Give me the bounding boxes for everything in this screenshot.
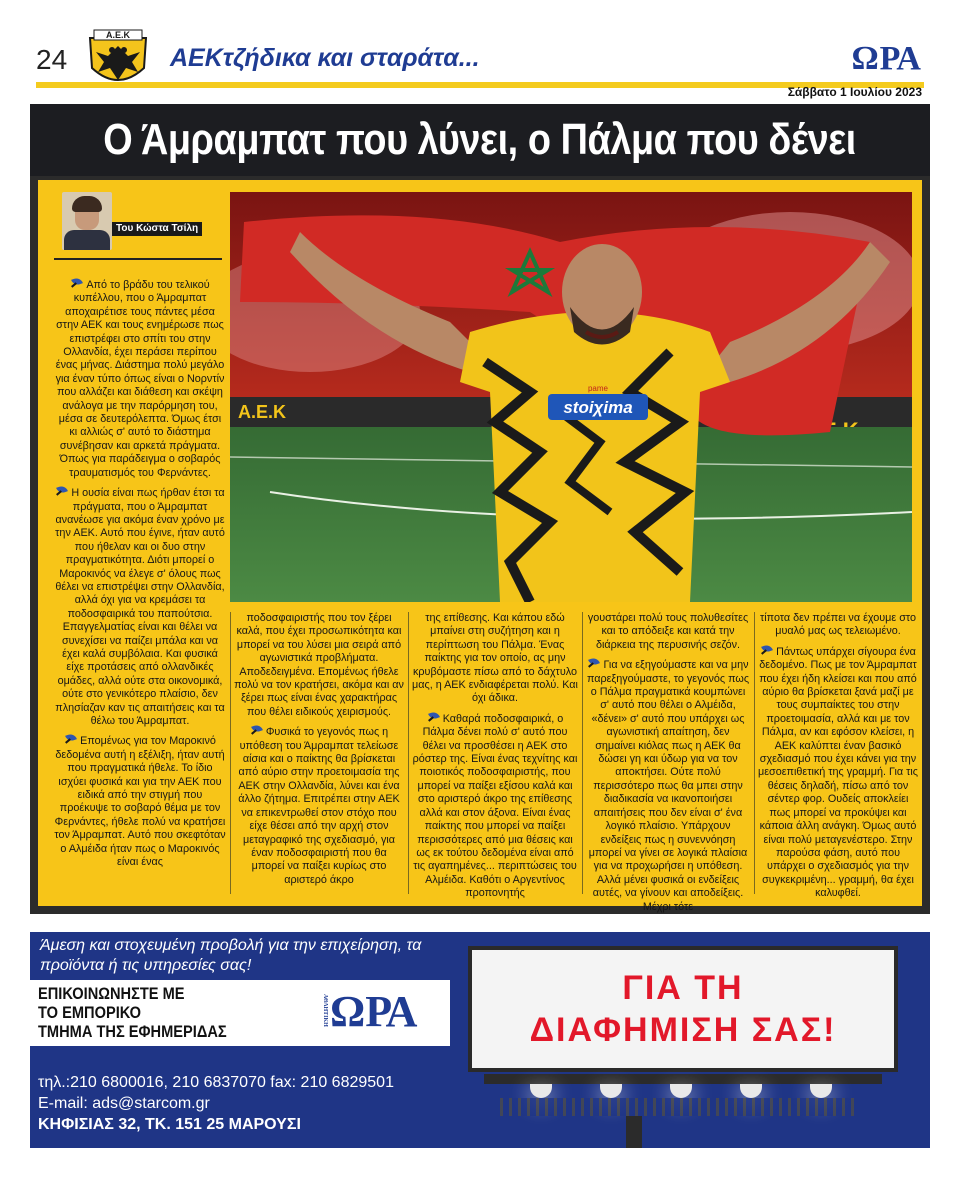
quill-icon [760,645,774,656]
ad-email: E-mail: ads@starcom.gr [38,1095,210,1112]
ad-contact-box [30,980,450,1046]
paragraph: Από το βράδυ του τελικού κυπέλλου, που ο Άμραμπατ αποχαιρέτισε τους πάντες μέσα στην ΑΕΚ και τους ενημέρωσε πως επιστρέφει στο σπίτι του στην Ολλανδία, έχει περάσει περίπου ένας μήνας. Διάστημα πολύ μεγάλο για έναν τύπο όπως είναι ο Νορντίν που αλλάζει και διάθεση και σκέψη ανάλογα με την παρόρμηση του, μέσα σε δευτερόλεπτα. Όμως έτσι κι αλλιώς σ' αυτό το διάστημα συνέβησαν και αρκετά πράγματα. Όπως για παράδειγμα ο σοβαρός τραυματισμός του Φερνάντες. [55,279,225,479]
paragraph: γουστάρει πολύ τους πολυθεσίτες και το απόδειξε και κατά την διάρκεια της περυσινής σεζόν. [587,612,749,651]
quill-icon [55,486,69,497]
ad-contact-text: ΕΠΙΚΟΙΝΩΝΗΣΤΕ ΜΕ ΤΟ ΕΜΠΟΡΙΚΟ ΤΜΗΜΑ ΤΗΣ ΕΦΗΜΕΡΙΔΑΣ [38,984,227,1041]
logo-lettering: Α.Ε.Κ [105,30,131,40]
quill-icon [587,658,601,669]
article-body [38,180,922,913]
author-byline [54,192,214,252]
quill-icon [250,725,264,736]
billboard-lamp [810,1084,832,1098]
headline-bar [30,104,930,176]
paragraph: ποδοσφαιριστής που τον ξέρει καλά, που έχει προσωπικότητα και μπορεί να του λύσει μια σειρά από αγωνιστικά προβλήματα. Αποδεδειγμένα. Επομένως ήθελε πολύ να τον κρατήσει, ακόμα και αν ξέρει πως είναι ένας χαρακτήρας που θέλει ειδικούς χειρισμούς. [234,612,404,718]
article-column-5 [758,612,918,907]
ora-logo: ΑΘΛΗΤΙΚΗ ΩΡΑ [322,987,418,1036]
billboard-lamp [600,1084,622,1098]
article-column-3 [412,612,578,907]
author-photo [62,192,112,250]
author-rule [54,258,222,260]
issue-date: Σάββατο 1 Ιουλίου 2023 [787,85,922,99]
shirt-sponsor-top: pame [587,384,609,393]
billboard-line-1: ΓΙΑ ΤΗ [622,969,744,1007]
page-number: 24 [36,44,68,75]
billboard-grid [500,1098,860,1116]
billboard-lamp [740,1084,762,1098]
quill-icon [427,712,441,723]
stadium-board-left: Α.Ε.Κ [238,402,287,422]
masthead-logo: ΩΡΑ [851,40,922,77]
billboard-lamp [670,1084,692,1098]
article-column-1 [54,278,226,875]
column-divider [230,612,231,894]
paragraph: της επίθεσης. Και κάπου εδώ μπαίνει στη συζήτηση και η περίπτωση του Πάλμα. Ένας παίκτης για τον οποίο, ας μην κρυβόμαστε πίσω από το δάχτυλο μας, η ΑΕΚ ενδιαφέρεται πολύ. Και όχι άδικα. [412,612,578,705]
paragraph: Η ουσία είναι πως ήρθαν έτσι τα πράγματα, που ο Άμραμπατ ανανέωσε για ακόμα έναν χρόνο με την ΑΕΚ. Αυτό που έγινε, ήταν αυτό που ήθελαν και οι δυο στην πραγματικότητα. Διότι μπορεί ο Μαροκινός να έλεγε σ' όλους πως θέλει να επιστρέψει στην Ολλανδία, αλλά όχι για να κρεμάσει τα ποδοσφαιρικά του παπούτσια. Επαγγελματίας είναι και θέλει να συνεχίσει να παίζει μπάλα και να έχει καλά συμβόλαια. Και φυσικά είχε προτάσεις από ολλανδικές ομάδες, αλλά ούτε στα οικονομικά, ούτε στο γενικότερο πλαίσιο, δεν πλησίαζαν καν τις απαιτήσεις και τα θέλω του Άμραμπατ. [55,487,225,727]
paragraph: Φυσικά το γεγονός πως η υπόθεση του Άμραμπατ τελείωσε αίσια και ο παίκτης θα βρίσκεται από αύριο στην προετοιμασία της ΑΕΚ στην Ολλανδία, λύνει και ένα άλλο ζήτημα. Επιτρέπει στην ΑΕΚ να επικεντρωθεί στον στόχο που είχε θέσει από την αρχή στον μεταγραφικό της σχεδιασμό, για έναν ποδοσφαιριστή που θα μπορεί να παίξει κυρίως στο αριστερό άκρο [238,726,400,886]
billboard-line-2: ΔΙΑΦΗΜΙΣΗ ΣΑΣ! [529,1011,837,1049]
ad-address: ΚΗΦΙΣΙΑΣ 32, ΤΚ. 151 25 ΜΑΡΟΥΣΙ [38,1116,301,1133]
quill-icon [70,278,84,289]
article-photo [230,192,912,602]
column-divider [408,612,409,894]
article [30,104,930,914]
paragraph: Για να εξηγούμαστε και να μην παρεξηγούμαστε, το γεγονός πως ο Πάλμα πραγματικά κουμπώνει σ' αυτό που θέλει ο Αλμέιδα, «δένει» σ' αυτό που υπάρχει ως αγωνιστική απαίτηση, δεν σημαίνει κιόλας πως η ΑΕΚ θα δώσει γη και ύδωρ για να τον αποκτήσει. Ούτε πολύ περισσότερο πως θα μπει στην διαδικασία να ικανοποιήσει απαιτήσεις που δεν είναι σ' ένα λογικό πλαίσιο. Υπάρχουν ενδείξεις πως η συνεννόηση μπορεί να γίνει σε λογικά πλαίσια για να προχωρήσει η υπόθεση. Αλλά μένει φυσικά οι ενδείξεις αυτές, να γίνουν και αποδείξεις. Μέχρι τότε [586,659,750,913]
aek-eagle-logo [84,28,152,90]
quill-icon [64,734,78,745]
shirt-sponsor: stoiχima [563,398,633,417]
paragraph: Καθαρά ποδοσφαιρικά, ο Πάλμα δένει πολύ σ' αυτό που θέλει να προσθέσει η ΑΕΚ στο ρόστερ της. Είναι ένας τεχνίτης και ποιοτικός ποδοσφαιριστής, που μπορεί να παίξει εξίσου καλά και στο αριστερό άκρο της επίθεσης αλλά και στον άξονα. Είναι ένας παίκτης που μπορεί να παίξει περισσότερες από μια θέσεις και ως εκ τούτου δεδομένα είναι από τις αγαπημένες... περιπτώσεις του Αλμέιδα. Καθότι ο Αργεντίνος προπονητής [412,712,578,900]
article-column-2 [234,612,404,893]
ad-contact-info [38,1072,394,1135]
billboard [468,946,898,1072]
billboard-base [484,1074,882,1084]
article-column-4 [586,612,750,920]
author-name: Του Κώστα Τσίλη [112,222,202,236]
article-headline: Ο Άμραμπατ που λύνει, ο Πάλμα που δένει [103,115,857,164]
section-title: AEKτζήδικα και σταράτα... [170,44,480,72]
column-divider [582,612,583,894]
ad-phones: τηλ.:210 6800016, 210 6837070 fax: 210 6829501 [38,1074,394,1091]
paragraph: Πάντως υπάρχει σίγουρα ένα δεδομένο. Πως με τον Άμραμπατ που έχει ήδη κλείσει και που από αύριο θα βρίσκεται ξανά μαζί με τους συμπαίκτες του στην προετοιμασία, αλλά και με τον Πάλμα, αν και εφόσον κλείσει, η ΑΕΚ καλύπτει έναν βασικό σχεδιασμό που έχει κάνει για την μεσοεπιθετική της γραμμή. Για τις θέσεις δηλαδή, πίσω από τον σέντερ φορ. Ουδείς αποκλείει πως μπορεί να προκύψει και κάποια άλλη ανάγκη. Όμως αυτό είναι πολύ μεταγενέστερο. Στην παρούσα φάση, αυτό που υπάρχει ο σχεδιασμός για την συγκεκριμένη... γραμμή, θα έχει καλυφθεί. [758,645,918,900]
billboard-pole [626,1116,642,1148]
advertisement [30,932,930,1148]
billboard-lamp [530,1084,552,1098]
paragraph: τίποτα δεν πρέπει να έχουμε στο μυαλό μας ως τελειωμένο. [759,612,916,638]
column-divider [754,612,755,894]
paragraph: Επομένως για τον Μαροκινό δεδομένα αυτή η εξέλιξη, ήταν αυτή που πραγματικά ήθελε. Το ίδιο ισχύει φυσικά και για την ΑΕΚ που ειδικά από την στιγμή που προέκυψε το σοβαρό θέμα με τον Φερνάντες, ήθελε πολύ να κρατήσει τον Άμραμπατ. Αυτό που σκεφτόταν ο Αλμέιδα ήταν πως ο Μαροκινός είναι ένας [54,735,226,869]
ad-tagline: Άμεση και στοχευμένη προβολή για την επιχείρηση, τα προϊόντα ή τις υπηρεσίες σας! [36,934,446,978]
